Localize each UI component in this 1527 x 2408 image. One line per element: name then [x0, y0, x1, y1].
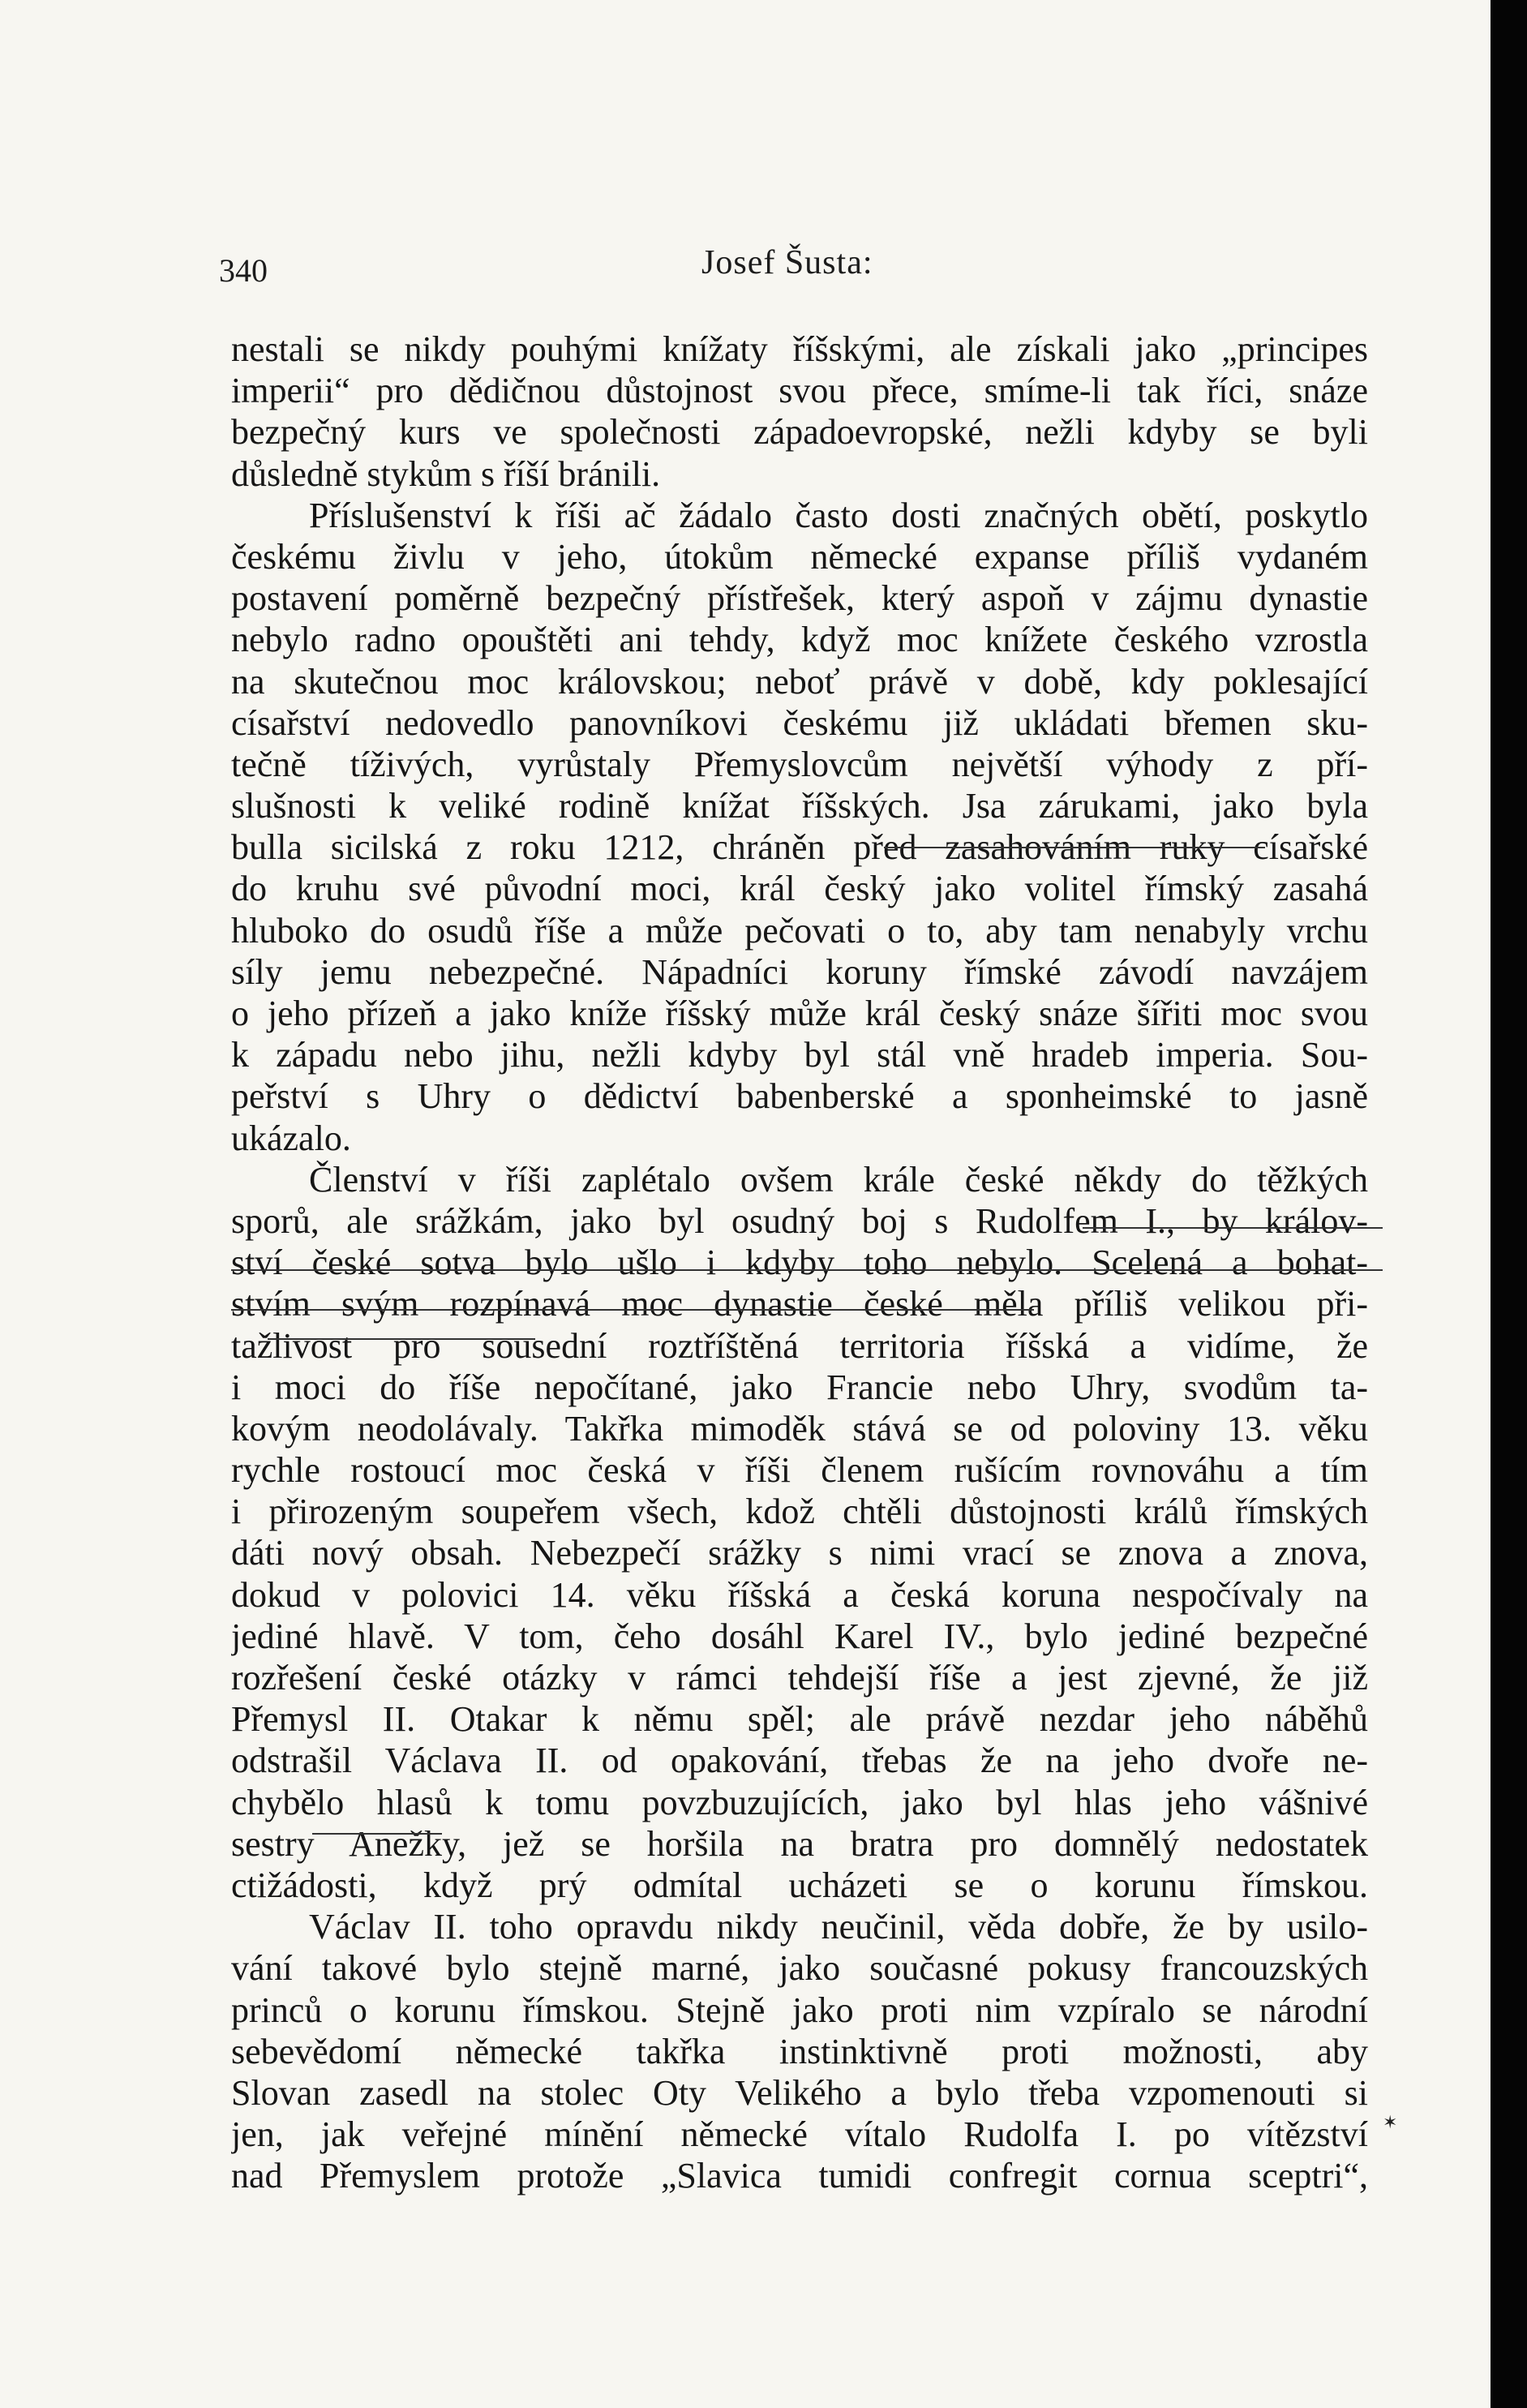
- text-line: Slovan zasedl na stolec Oty Velikého a bylo třeba vzpomenouti si: [231, 2072, 1368, 2113]
- text-line: do kruhu své původní moci, král český jako volitel římský zasahá: [231, 869, 1368, 909]
- text-line: hluboko do osudů říše a může pečovati o to, aby tam nenabyly vrchu: [231, 910, 1368, 951]
- ink-mark-icon: ✶: [1383, 2113, 1398, 2133]
- text-line: chybělo hlasů k tomu povzbuzujících, jako byl hlas jeho vášnivé: [231, 1782, 1368, 1822]
- text-line: princů o korunu římskou. Stejně jako proti nim vzpíralo se národní: [231, 1989, 1368, 2030]
- text-line: tečně tíživých, vyrůstaly Přemyslovcům největší výhody z pří-: [231, 744, 1368, 784]
- text-line: slušnosti k veliké rodině knížat říšských. Jsa zárukami, jako byla: [231, 786, 1368, 826]
- pencil-underline: [312, 1833, 442, 1835]
- body-text: [231, 328, 1368, 2196]
- text-line: i přirozeným soupeřem všech, kdož chtěli důstojnosti králů římských: [231, 1492, 1368, 1532]
- text-line: ukázalo.: [231, 1118, 351, 1158]
- pencil-underline: [884, 847, 1265, 848]
- text-line: na skutečnou moc královskou; neboť právě v době, kdy poklesající: [231, 661, 1368, 702]
- text-line: ství české sotva bylo ušlo i kdyby toho nebylo. Scelená a bohat-: [231, 1243, 1368, 1283]
- text-line: i moci do říše nepočítané, jako Francie nebo Uhry, svodům ta-: [231, 1367, 1368, 1407]
- text-line: tažlivost pro sousední roztříštěná territoria říšská a vidíme, že: [231, 1325, 1368, 1366]
- scan-border: [1491, 0, 1527, 2408]
- text-line: k západu nebo jihu, nežli kdyby byl stál vně hradeb imperia. Sou-: [231, 1035, 1368, 1075]
- text-line: sebevědomí německé takřka instinktivně proti možnosti, aby: [231, 2031, 1368, 2071]
- text-line: nestali se nikdy pouhými knížaty říšskými, ale získali jako „principes: [231, 329, 1368, 369]
- text-line: císařství nedovedlo panovníkovi českému již ukládati břemen sku-: [231, 702, 1368, 743]
- text-line: sporů, ale srážkám, jako byl osudný boj s Rudolfem I., by králov-: [231, 1200, 1368, 1241]
- text-line: jediné hlavě. V tom, čeho dosáhl Karel IV., bylo jediné bezpečné: [231, 1616, 1368, 1656]
- pencil-underline: [1083, 1227, 1383, 1229]
- paragraph-start-line: Václav II. toho opravdu nikdy neučinil, věda dobře, že by usilo-: [309, 1907, 1368, 1947]
- pencil-underline: [231, 1269, 1383, 1271]
- text-line: imperii“ pro dědičnou důstojnost svou přece, smíme-li tak říci, snáze: [231, 371, 1368, 411]
- text-line: stvím svým rozpínavá moc dynastie české měla příliš velikou při-: [231, 1284, 1368, 1324]
- page-number: 340: [219, 252, 268, 289]
- text-line: českému živlu v jeho, útokům německé expanse příliš vydaném: [231, 536, 1368, 577]
- text-line: dokud v polovici 14. věku říšská a česká koruna nespočívaly na: [231, 1574, 1368, 1615]
- paragraph-start-line: Členství v říši zaplétalo ovšem krále české někdy do těžkých: [309, 1159, 1368, 1200]
- text-line: bulla sicilská z roku 1212, chráněn před zasahováním ruky císařské: [231, 827, 1368, 868]
- text-line: rozřešení české otázky v rámci tehdejší říše a jest zjevné, že již: [231, 1658, 1368, 1698]
- text-line: důsledně stykům s říší bránili.: [231, 453, 661, 494]
- running-head: Josef Šusta:: [701, 244, 873, 281]
- text-line: postavení poměrně bezpečný přístřešek, který aspoň v zájmu dynastie: [231, 578, 1368, 619]
- text-line: kovým neodolávaly. Takřka mimoděk stává se od poloviny 13. věku: [231, 1408, 1368, 1449]
- text-line: sestry Anežky, jež se horšila na bratra pro domnělý nedostatek: [231, 1823, 1368, 1864]
- text-line: nebylo radno opouštěti ani tehdy, když moc knížete českého vzrostla: [231, 620, 1368, 660]
- text-line: vání takové bylo stejně marné, jako současné pokusy francouzských: [231, 1948, 1368, 1989]
- text-line: o jeho přízeň a jako kníže říšský může král český snáze šířiti moc svou: [231, 994, 1368, 1033]
- text-line: nad Přemyslem protože „Slavica tumidi confregit cornua sceptri“,: [231, 2156, 1368, 2196]
- text-line: jen, jak veřejné mínění německé vítalo Rudolfa I. po vítězství: [231, 2114, 1368, 2155]
- text-line: odstrašil Václava II. od opakování, třebas že na jeho dvoře ne-: [231, 1741, 1368, 1781]
- paragraph-start-line: Příslušenství k říši ač žádalo často dosti značných obětí, poskytlo: [309, 495, 1368, 535]
- pencil-strikeline: [268, 1338, 535, 1340]
- text-line: peřství s Uhry o dědictví babenberské a sponheimské to jasně: [231, 1076, 1368, 1117]
- text-line: bezpečný kurs ve společnosti západoevropské, nežli kdyby se byli: [231, 412, 1368, 453]
- page-header: [219, 243, 1370, 292]
- text-line: ctižádosti, když prý odmítal ucházeti se o korunu římskou.: [231, 1865, 1368, 1905]
- text-line: síly jemu nebezpečné. Nápadníci koruny římské závodí navzájem: [231, 951, 1368, 992]
- pencil-underline: [231, 1309, 1034, 1311]
- text-line: rychle rostoucí moc česká v říši členem rušícím rovnováhu a tím: [231, 1450, 1368, 1491]
- text-line: Přemysl II. Otakar k němu spěl; ale právě nezdar jeho náběhů: [231, 1699, 1368, 1740]
- text-line: dáti nový obsah. Nebezpečí srážky s nimi vrací se znova a znova,: [231, 1533, 1368, 1573]
